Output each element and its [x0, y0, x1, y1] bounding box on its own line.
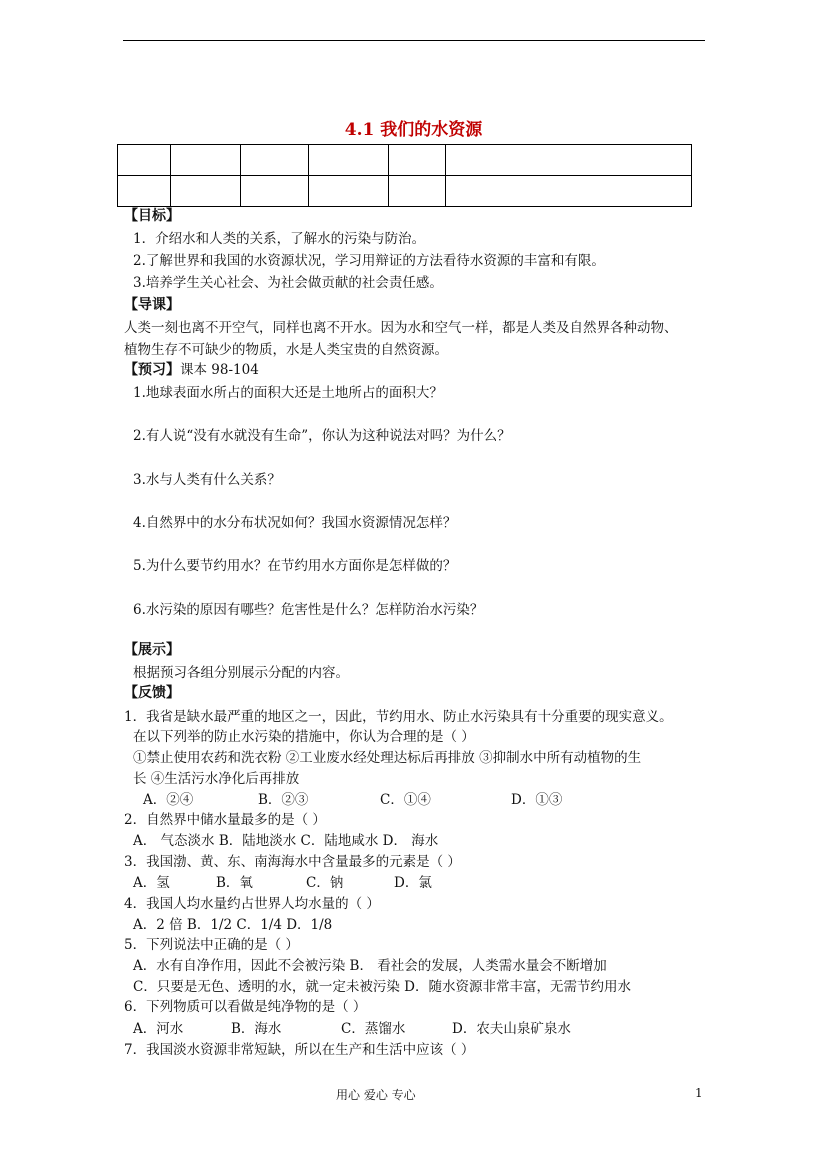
answer-option: A．②④: [143, 792, 194, 808]
section-heading-intro: 【导课】: [124, 297, 180, 313]
table-cell: [241, 145, 309, 176]
feedback-line: 5．下列说法中正确的是（ ）: [124, 937, 299, 953]
table-cell: [446, 145, 692, 176]
answer-option: A．氢: [133, 875, 170, 891]
section-heading-show: 【展示】: [124, 642, 180, 658]
goal-item: 3.培养学生关心社会、为社会做贡献的社会责任感。: [133, 275, 443, 291]
feedback-line: 3．我国渤、黄、东、南海海水中含量最多的元素是（ ）: [124, 854, 461, 870]
section-heading-preview: 【预习】: [124, 362, 180, 378]
feedback-line: A．水有自净作用，因此不会被污染 B． 看社会的发展，人类需水量会不断增加: [133, 958, 607, 974]
answer-option: A．河水: [133, 1021, 184, 1037]
feedback-line: ①禁止使用农药和洗衣粉 ②工业废水经处理达标后再排放 ③抑制水中所有动植物的生: [133, 750, 642, 766]
table-cell: [389, 145, 446, 176]
table-cell: [171, 176, 241, 207]
answer-option: C．①④: [380, 792, 431, 808]
goal-item: 2.了解世界和我国的水资源状况，学习用辩证的方法看待水资源的丰富和有限。: [133, 253, 605, 269]
table-cell: [309, 145, 389, 176]
preview-question: 5.为什么要节约用水？在节约用水方面你是怎样做的？: [133, 558, 457, 574]
footer-slogan: 用心 爱心 专心: [336, 1088, 416, 1102]
answer-option: B．②③: [258, 792, 309, 808]
answer-option: D．①③: [511, 792, 563, 808]
header-rule: [123, 40, 705, 41]
info-table: [117, 144, 692, 207]
table-cell: [118, 145, 171, 176]
show-text: 根据预习各组分别展示分配的内容。: [133, 665, 349, 681]
table-cell: [389, 176, 446, 207]
preview-question: 2.有人说“没有水就没有生命”，你认为这种说法对吗？为什么？: [133, 428, 511, 444]
preview-reference: 课本 98-104: [180, 362, 259, 378]
preview-question: 4.自然界中的水分布状况如何？我国水资源情况怎样？: [133, 515, 457, 531]
section-heading-goals: 【目标】: [124, 208, 180, 224]
answer-option: B．氧: [216, 875, 253, 891]
feedback-line: A． 气态淡水 B．陆地淡水 C．陆地咸水 D． 海水: [133, 833, 439, 849]
goal-item: 1．介绍水和人类的关系，了解水的污染与防治。: [133, 231, 426, 247]
feedback-line: 长 ④生活污水净化后再排放: [133, 771, 300, 787]
feedback-line: 在以下列举的防止水污染的措施中，你认为合理的是（ ）: [133, 729, 475, 745]
feedback-line: A．2 倍 B．1/2 C．1/4 D．1/8: [133, 917, 333, 933]
table-cell: [446, 176, 692, 207]
answer-option: D．农夫山泉矿泉水: [452, 1021, 571, 1037]
table-cell: [309, 176, 389, 207]
feedback-line: C．只要是无色、透明的水，就一定未被污染 D．随水资源非常丰富，无需节约用水: [133, 979, 631, 995]
table-cell: [241, 176, 309, 207]
table-cell: [171, 145, 241, 176]
preview-question: 3.水与人类有什么关系？: [133, 472, 281, 488]
page-number: 1: [695, 1086, 703, 1100]
intro-text-line: 人类一刻也离不开空气，同样也离不开水。因为水和空气一样，都是人类及自然界各种动物、: [124, 320, 678, 336]
intro-text-line: 植物生存不可缺少的物质，水是人类宝贵的自然资源。: [124, 342, 448, 358]
feedback-line: 2．自然界中储水量最多的是（ ）: [124, 812, 326, 828]
section-heading-feedback: 【反馈】: [124, 685, 180, 701]
answer-option: C．蒸馏水: [341, 1021, 406, 1037]
table-row: [118, 145, 692, 176]
table-cell: [118, 176, 171, 207]
answer-option: B．海水: [231, 1021, 282, 1037]
answer-option: C．钠: [306, 875, 344, 891]
feedback-line: 6．下列物质可以看做是纯净物的是（ ）: [124, 999, 367, 1015]
feedback-line: 7．我国淡水资源非常短缺，所以在生产和生活中应该（ ）: [124, 1042, 475, 1058]
table-row: [118, 176, 692, 207]
feedback-line: 4．我国人均水量约占世界人均水量的（ ）: [124, 896, 380, 912]
preview-heading-line: [124, 361, 259, 379]
page-title: 4.1 我们的水资源: [344, 120, 483, 140]
preview-question: 6.水污染的原因有哪些？危害性是什么？怎样防治水污染？: [133, 602, 484, 618]
answer-option: D．氯: [394, 875, 432, 891]
feedback-line: 1．我省是缺水最严重的地区之一，因此，节约用水、防止水污染具有十分重要的现实意义。: [124, 709, 673, 725]
preview-question: 1.地球表面水所占的面积大还是土地所占的面积大？: [133, 385, 443, 401]
